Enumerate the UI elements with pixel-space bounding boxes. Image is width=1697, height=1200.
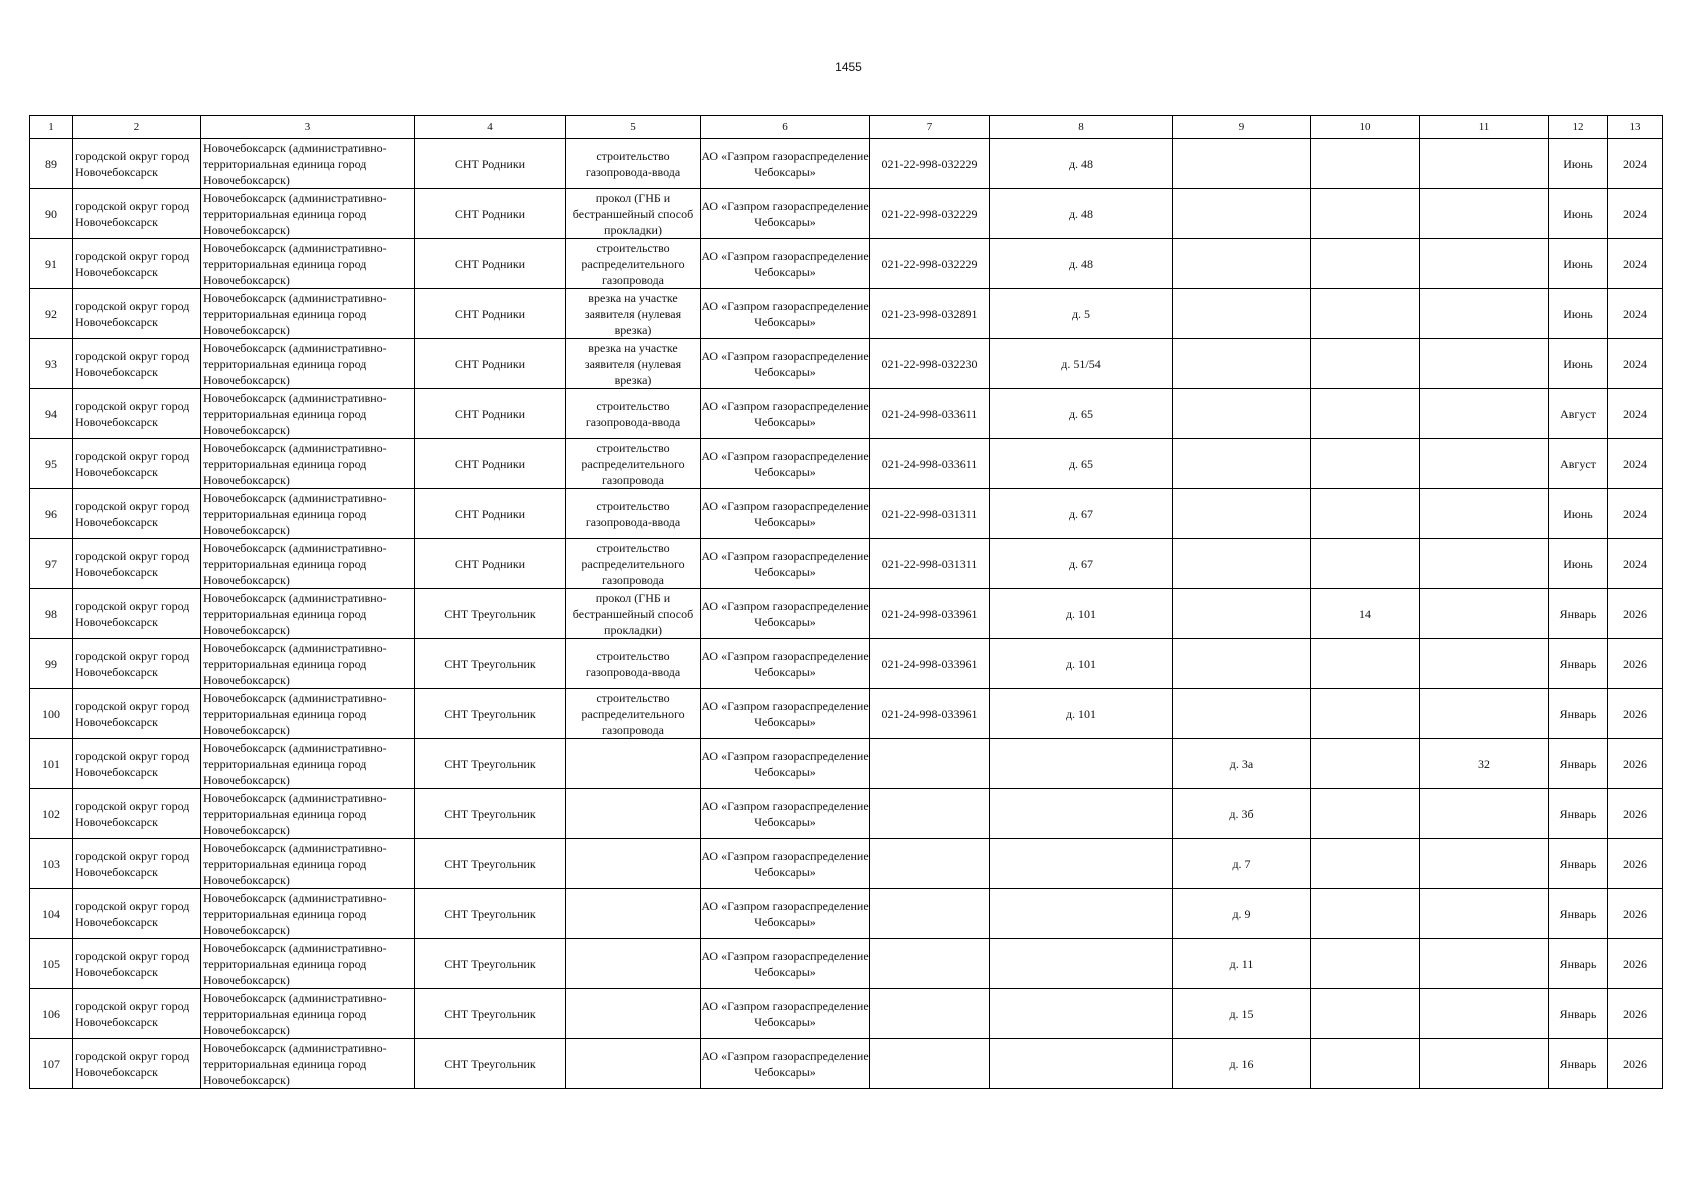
table-cell: д. 65 bbox=[990, 389, 1173, 439]
table-cell bbox=[1420, 689, 1549, 739]
table-cell: Июнь bbox=[1549, 139, 1608, 189]
table-cell bbox=[1173, 639, 1311, 689]
table-cell: 021-24-998-033961 bbox=[870, 639, 990, 689]
column-number-header: 3 bbox=[201, 116, 415, 139]
table-cell: Июнь bbox=[1549, 239, 1608, 289]
table-cell bbox=[1420, 539, 1549, 589]
table-cell: строительство газопровода-ввода bbox=[566, 389, 701, 439]
table-cell: городской округ город Новочебоксарск bbox=[73, 839, 201, 889]
table-cell: городской округ город Новочебоксарск bbox=[73, 989, 201, 1039]
table-cell: Новочебоксарск (административно-территориальная единица город Новочебоксарск) bbox=[201, 289, 415, 339]
table-cell: 103 bbox=[30, 839, 73, 889]
table-cell: АО «Газпром газораспределение Чебоксары» bbox=[701, 489, 870, 539]
table-cell: 021-22-998-032229 bbox=[870, 189, 990, 239]
table-cell: д. 5 bbox=[990, 289, 1173, 339]
table-cell bbox=[990, 739, 1173, 789]
table-cell: 104 bbox=[30, 889, 73, 939]
table-cell: СНТ Родники bbox=[415, 439, 566, 489]
table-row bbox=[30, 539, 1663, 589]
table-cell: Август bbox=[1549, 389, 1608, 439]
table-cell: 2024 bbox=[1608, 339, 1663, 389]
table-cell: 97 bbox=[30, 539, 73, 589]
table-cell: 2026 bbox=[1608, 589, 1663, 639]
table-cell: 14 bbox=[1311, 589, 1420, 639]
table-cell: Август bbox=[1549, 439, 1608, 489]
table-cell: 89 bbox=[30, 139, 73, 189]
table-cell: АО «Газпром газораспределение Чебоксары» bbox=[701, 389, 870, 439]
table-cell: Январь bbox=[1549, 939, 1608, 989]
table-cell: городской округ город Новочебоксарск bbox=[73, 589, 201, 639]
table-cell: СНТ Треугольник bbox=[415, 639, 566, 689]
table-cell: Новочебоксарск (административно-территориальная единица город Новочебоксарск) bbox=[201, 489, 415, 539]
table-cell bbox=[870, 839, 990, 889]
table-cell: СНТ Родники bbox=[415, 289, 566, 339]
table-cell bbox=[870, 789, 990, 839]
table-cell: 2026 bbox=[1608, 989, 1663, 1039]
table-cell: д. 101 bbox=[990, 589, 1173, 639]
table-cell: городской округ город Новочебоксарск bbox=[73, 339, 201, 389]
table-cell: городской округ город Новочебоксарск bbox=[73, 139, 201, 189]
table-cell: 021-22-998-032230 bbox=[870, 339, 990, 389]
table-cell: д. 48 bbox=[990, 239, 1173, 289]
table-body bbox=[30, 116, 1663, 1089]
table-cell bbox=[1311, 439, 1420, 489]
table-cell: 100 bbox=[30, 689, 73, 739]
table-cell: городской округ город Новочебоксарск bbox=[73, 789, 201, 839]
table-cell: АО «Газпром газораспределение Чебоксары» bbox=[701, 989, 870, 1039]
table-cell bbox=[1311, 939, 1420, 989]
table-row bbox=[30, 189, 1663, 239]
table-row bbox=[30, 139, 1663, 189]
table-cell: Новочебоксарск (административно-территориальная единица город Новочебоксарск) bbox=[201, 789, 415, 839]
table-cell: 021-24-998-033961 bbox=[870, 589, 990, 639]
table-cell bbox=[990, 939, 1173, 989]
table-cell bbox=[1420, 139, 1549, 189]
table-cell bbox=[1420, 239, 1549, 289]
table-cell: Новочебоксарск (административно-территориальная единица город Новочебоксарск) bbox=[201, 989, 415, 1039]
table-cell: Январь bbox=[1549, 639, 1608, 689]
table-cell: 93 bbox=[30, 339, 73, 389]
table-cell bbox=[566, 939, 701, 989]
table-cell: Новочебоксарск (административно-территориальная единица город Новочебоксарск) bbox=[201, 639, 415, 689]
table-cell: Новочебоксарск (административно-территориальная единица город Новочебоксарск) bbox=[201, 739, 415, 789]
table-cell: д. 101 bbox=[990, 639, 1173, 689]
table-row bbox=[30, 839, 1663, 889]
table-cell bbox=[870, 939, 990, 989]
table-cell: 96 bbox=[30, 489, 73, 539]
table-cell: 2024 bbox=[1608, 539, 1663, 589]
table-cell: Июнь bbox=[1549, 339, 1608, 389]
table-cell: АО «Газпром газораспределение Чебоксары» bbox=[701, 139, 870, 189]
table-cell: городской округ город Новочебоксарск bbox=[73, 489, 201, 539]
table-cell: 2026 bbox=[1608, 689, 1663, 739]
table-cell: Июнь bbox=[1549, 539, 1608, 589]
table-cell: СНТ Треугольник bbox=[415, 939, 566, 989]
column-number-header: 2 bbox=[73, 116, 201, 139]
data-table bbox=[29, 115, 1663, 1089]
table-cell: городской округ город Новочебоксарск bbox=[73, 939, 201, 989]
table-cell: городской округ город Новочебоксарск bbox=[73, 889, 201, 939]
table-cell: АО «Газпром газораспределение Чебоксары» bbox=[701, 1039, 870, 1089]
table-cell: 021-23-998-032891 bbox=[870, 289, 990, 339]
column-number-header: 4 bbox=[415, 116, 566, 139]
table-cell bbox=[566, 989, 701, 1039]
table-cell: д. 9 bbox=[1173, 889, 1311, 939]
table-cell bbox=[1311, 639, 1420, 689]
column-number-header: 12 bbox=[1549, 116, 1608, 139]
table-cell: 102 bbox=[30, 789, 73, 839]
table-cell: СНТ Треугольник bbox=[415, 839, 566, 889]
table-cell: 105 bbox=[30, 939, 73, 989]
table-cell: 021-22-998-031311 bbox=[870, 489, 990, 539]
table-cell: городской округ город Новочебоксарск bbox=[73, 639, 201, 689]
table-cell: АО «Газпром газораспределение Чебоксары» bbox=[701, 439, 870, 489]
table-cell: АО «Газпром газораспределение Чебоксары» bbox=[701, 739, 870, 789]
table-cell: СНТ Родники bbox=[415, 139, 566, 189]
table-cell: строительство распределительного газопровода bbox=[566, 439, 701, 489]
table-cell: городской округ город Новочебоксарск bbox=[73, 239, 201, 289]
table-cell: строительство распределительного газопровода bbox=[566, 539, 701, 589]
table-cell bbox=[1420, 639, 1549, 689]
table-row bbox=[30, 939, 1663, 989]
table-cell bbox=[1420, 989, 1549, 1039]
table-cell bbox=[1173, 589, 1311, 639]
table-cell: СНТ Треугольник bbox=[415, 589, 566, 639]
table-row bbox=[30, 489, 1663, 539]
table-cell: д. 51/54 bbox=[990, 339, 1173, 389]
table-cell bbox=[1420, 889, 1549, 939]
table-cell: 95 bbox=[30, 439, 73, 489]
table-row bbox=[30, 589, 1663, 639]
table-cell: строительство газопровода-ввода bbox=[566, 489, 701, 539]
column-number-header: 8 bbox=[990, 116, 1173, 139]
table-cell bbox=[990, 989, 1173, 1039]
table-cell: 2024 bbox=[1608, 189, 1663, 239]
table-cell bbox=[1311, 339, 1420, 389]
table-cell bbox=[1311, 739, 1420, 789]
table-cell: д. 15 bbox=[1173, 989, 1311, 1039]
table-cell: АО «Газпром газораспределение Чебоксары» bbox=[701, 889, 870, 939]
table-row bbox=[30, 639, 1663, 689]
table-cell: строительство газопровода-ввода bbox=[566, 139, 701, 189]
table-cell: д. 3б bbox=[1173, 789, 1311, 839]
table-cell bbox=[1173, 439, 1311, 489]
table-cell: СНТ Родники bbox=[415, 389, 566, 439]
table-cell bbox=[1311, 989, 1420, 1039]
table-cell: Новочебоксарск (административно-территориальная единица город Новочебоксарск) bbox=[201, 139, 415, 189]
table-cell bbox=[1311, 239, 1420, 289]
table-cell: прокол (ГНБ и бестраншейный способ прокладки) bbox=[566, 589, 701, 639]
table-cell bbox=[870, 989, 990, 1039]
table-cell: врезка на участке заявителя (нулевая врезка) bbox=[566, 289, 701, 339]
table-cell: АО «Газпром газораспределение Чебоксары» bbox=[701, 289, 870, 339]
table-row bbox=[30, 239, 1663, 289]
table-cell bbox=[1173, 339, 1311, 389]
table-cell: Новочебоксарск (административно-территориальная единица город Новочебоксарск) bbox=[201, 589, 415, 639]
table-row bbox=[30, 389, 1663, 439]
table-cell: Январь bbox=[1549, 839, 1608, 889]
table-cell: Новочебоксарск (административно-территориальная единица город Новочебоксарск) bbox=[201, 689, 415, 739]
table-cell: городской округ город Новочебоксарск bbox=[73, 739, 201, 789]
table-cell bbox=[1311, 1039, 1420, 1089]
table-cell: 2026 bbox=[1608, 1039, 1663, 1089]
table-cell: СНТ Родники bbox=[415, 539, 566, 589]
table-cell bbox=[1173, 189, 1311, 239]
table-cell bbox=[990, 889, 1173, 939]
column-number-header: 9 bbox=[1173, 116, 1311, 139]
table-cell: Новочебоксарск (административно-территориальная единица город Новочебоксарск) bbox=[201, 1039, 415, 1089]
table-cell: СНТ Родники bbox=[415, 489, 566, 539]
table-cell: Новочебоксарск (административно-территориальная единица город Новочебоксарск) bbox=[201, 339, 415, 389]
table-cell: 91 bbox=[30, 239, 73, 289]
table-cell: Январь bbox=[1549, 739, 1608, 789]
table-cell: АО «Газпром газораспределение Чебоксары» bbox=[701, 339, 870, 389]
table-cell: 2026 bbox=[1608, 789, 1663, 839]
table-cell: 2024 bbox=[1608, 239, 1663, 289]
table-cell: СНТ Треугольник bbox=[415, 989, 566, 1039]
table-cell: АО «Газпром газораспределение Чебоксары» bbox=[701, 239, 870, 289]
table-cell bbox=[1173, 689, 1311, 739]
table-cell: д. 3а bbox=[1173, 739, 1311, 789]
table-cell: Июнь bbox=[1549, 489, 1608, 539]
table-row bbox=[30, 989, 1663, 1039]
table-cell: д. 65 bbox=[990, 439, 1173, 489]
table-cell bbox=[1420, 839, 1549, 889]
table-cell bbox=[1420, 339, 1549, 389]
table-cell: городской округ город Новочебоксарск bbox=[73, 539, 201, 589]
table-cell: 94 bbox=[30, 389, 73, 439]
table-cell: 2024 bbox=[1608, 139, 1663, 189]
table-cell: СНТ Треугольник bbox=[415, 789, 566, 839]
table-cell bbox=[1420, 439, 1549, 489]
table-cell: Январь bbox=[1549, 789, 1608, 839]
table-cell bbox=[1311, 289, 1420, 339]
table-cell: д. 48 bbox=[990, 139, 1173, 189]
table-cell: СНТ Треугольник bbox=[415, 739, 566, 789]
table-cell: 92 bbox=[30, 289, 73, 339]
column-number-header: 13 bbox=[1608, 116, 1663, 139]
column-number-header: 7 bbox=[870, 116, 990, 139]
table-cell bbox=[1420, 389, 1549, 439]
table-header-row bbox=[30, 116, 1663, 139]
table-row bbox=[30, 1039, 1663, 1089]
table-cell: 2026 bbox=[1608, 639, 1663, 689]
table-cell: СНТ Родники bbox=[415, 189, 566, 239]
table-row bbox=[30, 689, 1663, 739]
table-cell: Новочебоксарск (административно-территориальная единица город Новочебоксарск) bbox=[201, 939, 415, 989]
table-cell bbox=[566, 789, 701, 839]
table-cell bbox=[1420, 1039, 1549, 1089]
table-cell: Новочебоксарск (административно-территориальная единица город Новочебоксарск) bbox=[201, 239, 415, 289]
table-cell: строительство газопровода-ввода bbox=[566, 639, 701, 689]
table-cell bbox=[1420, 489, 1549, 539]
page-number: 1455 bbox=[835, 60, 862, 74]
table-cell: Новочебоксарск (административно-территориальная единица город Новочебоксарск) bbox=[201, 189, 415, 239]
table-cell: СНТ Треугольник bbox=[415, 1039, 566, 1089]
table-row bbox=[30, 789, 1663, 839]
table-cell: городской округ город Новочебоксарск bbox=[73, 439, 201, 489]
table-cell: 2026 bbox=[1608, 889, 1663, 939]
table-cell: д. 7 bbox=[1173, 839, 1311, 889]
table-cell: 021-22-998-032229 bbox=[870, 239, 990, 289]
table-cell bbox=[1173, 539, 1311, 589]
table-cell: 2026 bbox=[1608, 739, 1663, 789]
table-cell: Новочебоксарск (административно-территориальная единица город Новочебоксарск) bbox=[201, 889, 415, 939]
table-cell: городской округ город Новочебоксарск bbox=[73, 689, 201, 739]
table-cell: 2024 bbox=[1608, 289, 1663, 339]
table-cell: 2026 bbox=[1608, 839, 1663, 889]
column-number-header: 1 bbox=[30, 116, 73, 139]
table-cell: Январь bbox=[1549, 889, 1608, 939]
table-cell: 021-22-998-032229 bbox=[870, 139, 990, 189]
table-cell: АО «Газпром газораспределение Чебоксары» bbox=[701, 939, 870, 989]
table-cell: Новочебоксарск (административно-территориальная единица город Новочебоксарск) bbox=[201, 439, 415, 489]
table-row bbox=[30, 439, 1663, 489]
table-cell bbox=[566, 739, 701, 789]
table-cell bbox=[1173, 389, 1311, 439]
table-cell: д. 16 bbox=[1173, 1039, 1311, 1089]
table-cell: строительство распределительного газопровода bbox=[566, 239, 701, 289]
table-cell: Новочебоксарск (административно-территориальная единица город Новочебоксарск) bbox=[201, 839, 415, 889]
table-cell: АО «Газпром газораспределение Чебоксары» bbox=[701, 589, 870, 639]
table-cell: АО «Газпром газораспределение Чебоксары» bbox=[701, 639, 870, 689]
table-cell bbox=[1420, 189, 1549, 239]
table-cell bbox=[1311, 789, 1420, 839]
table-cell: СНТ Родники bbox=[415, 239, 566, 289]
column-number-header: 11 bbox=[1420, 116, 1549, 139]
table-cell: АО «Газпром газораспределение Чебоксары» bbox=[701, 189, 870, 239]
table-cell: д. 11 bbox=[1173, 939, 1311, 989]
table-cell: Январь bbox=[1549, 989, 1608, 1039]
table-cell: 32 bbox=[1420, 739, 1549, 789]
table-cell: Январь bbox=[1549, 589, 1608, 639]
table-row bbox=[30, 289, 1663, 339]
table-cell: 106 bbox=[30, 989, 73, 1039]
table-cell bbox=[870, 1039, 990, 1089]
table-cell: д. 67 bbox=[990, 489, 1173, 539]
table-cell: 99 bbox=[30, 639, 73, 689]
table-cell: СНТ Треугольник bbox=[415, 689, 566, 739]
table-cell: СНТ Треугольник bbox=[415, 889, 566, 939]
table-cell bbox=[1311, 539, 1420, 589]
table-cell: 107 bbox=[30, 1039, 73, 1089]
table-cell: врезка на участке заявителя (нулевая врезка) bbox=[566, 339, 701, 389]
table-cell bbox=[1420, 289, 1549, 339]
table-cell: 021-24-998-033611 bbox=[870, 389, 990, 439]
table-cell: Новочебоксарск (административно-территориальная единица город Новочебоксарск) bbox=[201, 539, 415, 589]
table-cell: 021-24-998-033611 bbox=[870, 439, 990, 489]
table-cell bbox=[1173, 239, 1311, 289]
table-cell bbox=[1420, 589, 1549, 639]
table-cell: прокол (ГНБ и бестраншейный способ прокладки) bbox=[566, 189, 701, 239]
table-cell: 98 bbox=[30, 589, 73, 639]
column-number-header: 6 bbox=[701, 116, 870, 139]
table-cell bbox=[1311, 489, 1420, 539]
table-cell: 2024 bbox=[1608, 489, 1663, 539]
table-cell bbox=[1311, 889, 1420, 939]
table-cell bbox=[1420, 789, 1549, 839]
table-cell bbox=[1173, 489, 1311, 539]
table-cell: строительство распределительного газопровода bbox=[566, 689, 701, 739]
column-number-header: 5 bbox=[566, 116, 701, 139]
table-cell bbox=[1311, 139, 1420, 189]
table-cell: Январь bbox=[1549, 689, 1608, 739]
table-cell: Новочебоксарск (административно-территориальная единица город Новочебоксарск) bbox=[201, 389, 415, 439]
table-cell: 90 bbox=[30, 189, 73, 239]
table-cell bbox=[1420, 939, 1549, 989]
table-cell bbox=[1173, 139, 1311, 189]
table-cell: 101 bbox=[30, 739, 73, 789]
table-cell: АО «Газпром газораспределение Чебоксары» bbox=[701, 539, 870, 589]
table-cell bbox=[990, 789, 1173, 839]
table-cell: 2024 bbox=[1608, 439, 1663, 489]
table-cell: 2026 bbox=[1608, 939, 1663, 989]
table-cell bbox=[566, 1039, 701, 1089]
table-cell: АО «Газпром газораспределение Чебоксары» bbox=[701, 789, 870, 839]
table-cell bbox=[1311, 389, 1420, 439]
table-cell: 021-24-998-033961 bbox=[870, 689, 990, 739]
table-cell: Январь bbox=[1549, 1039, 1608, 1089]
table-cell bbox=[1311, 839, 1420, 889]
table-cell: д. 48 bbox=[990, 189, 1173, 239]
table-cell bbox=[1311, 689, 1420, 739]
table-row bbox=[30, 889, 1663, 939]
table-cell: Июнь bbox=[1549, 289, 1608, 339]
table-cell bbox=[1173, 289, 1311, 339]
table-cell: АО «Газпром газораспределение Чебоксары» bbox=[701, 689, 870, 739]
table-cell: Июнь bbox=[1549, 189, 1608, 239]
table-cell: д. 67 bbox=[990, 539, 1173, 589]
table-row bbox=[30, 339, 1663, 389]
table-cell bbox=[870, 739, 990, 789]
table-cell: 2024 bbox=[1608, 389, 1663, 439]
table-row bbox=[30, 739, 1663, 789]
table-cell: д. 101 bbox=[990, 689, 1173, 739]
table-cell bbox=[566, 839, 701, 889]
table-cell: городской округ город Новочебоксарск bbox=[73, 289, 201, 339]
table-cell bbox=[1311, 189, 1420, 239]
table-cell: СНТ Родники bbox=[415, 339, 566, 389]
column-number-header: 10 bbox=[1311, 116, 1420, 139]
table-cell bbox=[990, 1039, 1173, 1089]
table-cell bbox=[870, 889, 990, 939]
table-cell bbox=[990, 839, 1173, 889]
table-cell: городской округ город Новочебоксарск bbox=[73, 389, 201, 439]
table-cell bbox=[566, 889, 701, 939]
table-cell: городской округ город Новочебоксарск bbox=[73, 189, 201, 239]
table-cell: 021-22-998-031311 bbox=[870, 539, 990, 589]
table-cell: АО «Газпром газораспределение Чебоксары» bbox=[701, 839, 870, 889]
table-cell: городской округ город Новочебоксарск bbox=[73, 1039, 201, 1089]
